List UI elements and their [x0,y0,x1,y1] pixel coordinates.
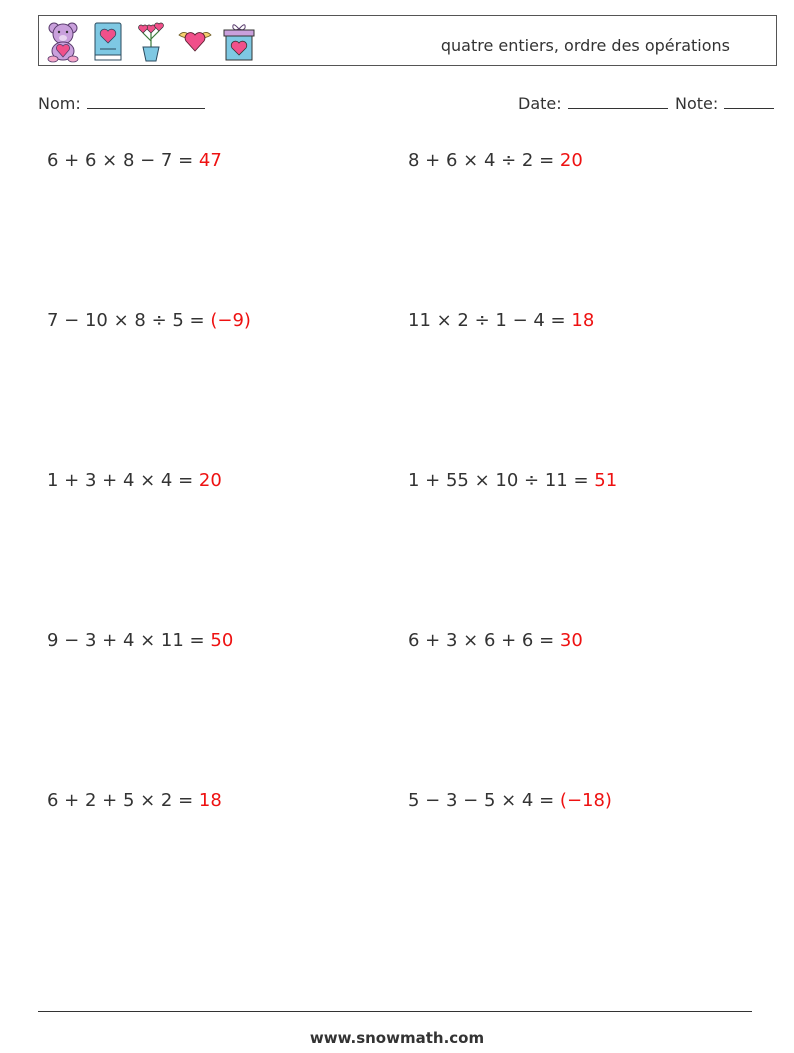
problem-expression: 5 − 3 − 5 × 4 = [408,790,560,811]
heart-gift-box-icon [221,19,257,63]
problem-answer: 18 [571,310,595,331]
date-field [518,94,668,113]
problem-answer: 51 [594,470,618,491]
problem-answer: 18 [198,790,222,811]
problem-6 [408,470,617,491]
problem-expression: 1 + 3 + 4 × 4 = [47,470,199,491]
footer-divider [38,1011,752,1012]
problem-answer: 47 [198,150,222,171]
problem-answer: 50 [210,630,234,651]
heart-flower-pot-icon [133,19,169,63]
problem-answer: 20 [198,470,222,491]
winged-heart-icon [177,19,213,63]
header-icons [45,19,257,63]
problem-4 [408,310,594,331]
problem-expression: 6 + 6 × 8 − 7 = [47,150,199,171]
problem-5 [47,470,222,491]
problem-expression: 7 − 10 × 8 ÷ 5 = [47,310,211,331]
problem-answer: (−18) [559,790,612,811]
worksheet-title: quatre entiers, ordre des opérations [440,36,730,55]
problem-9 [47,790,222,811]
problem-7 [47,630,233,651]
grade-label: Note: [675,94,719,113]
problem-answer: (−9) [210,310,251,331]
problem-expression: 8 + 6 × 4 ÷ 2 = [408,150,560,171]
grade-field [675,94,774,113]
footer-url[interactable]: www.snowmath.com [309,1029,485,1047]
teddy-bear-icon [45,19,81,63]
grade-blank[interactable] [724,94,774,109]
problem-2 [408,150,583,171]
heart-book-icon [89,19,125,63]
header-box [38,15,777,66]
problem-10 [408,790,612,811]
problem-answer: 20 [559,150,583,171]
problem-expression: 9 − 3 + 4 × 11 = [47,630,211,651]
date-label: Date: [518,94,562,113]
date-blank[interactable] [568,94,668,109]
problem-expression: 6 + 3 × 6 + 6 = [408,630,560,651]
problem-expression: 1 + 55 × 10 ÷ 11 = [408,470,595,491]
name-field [38,94,205,113]
problem-1 [47,150,222,171]
name-label: Nom: [38,94,81,113]
problem-8 [408,630,583,651]
name-blank[interactable] [87,94,205,109]
problem-3 [47,310,251,331]
problem-expression: 6 + 2 + 5 × 2 = [47,790,199,811]
problem-answer: 30 [559,630,583,651]
problem-expression: 11 × 2 ÷ 1 − 4 = [408,310,572,331]
